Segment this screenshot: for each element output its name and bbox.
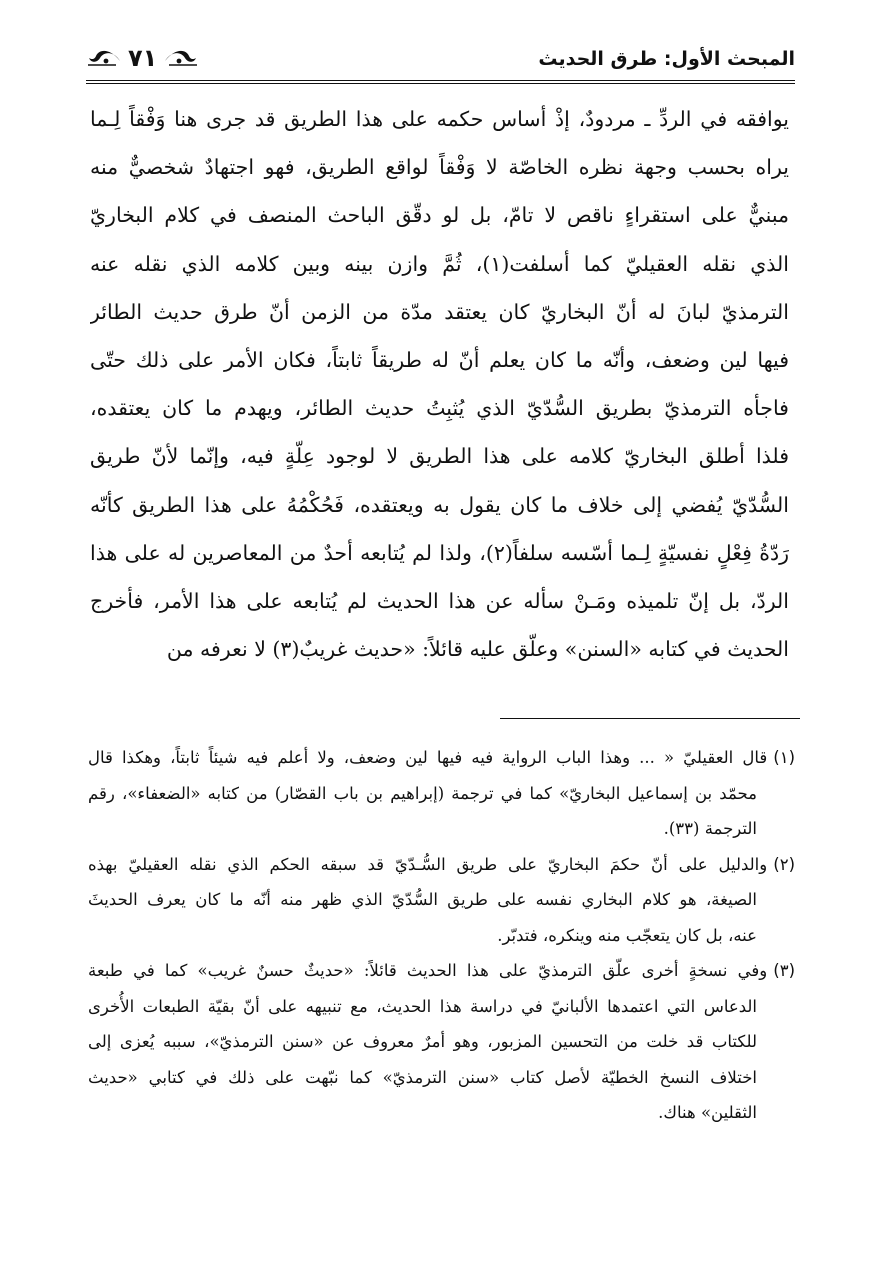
running-header: [86, 38, 795, 84]
footnote-divider: [500, 718, 800, 719]
footnotes: [88, 740, 795, 1131]
footnote-line: والدليل على أنّ حكمَ البخاريّ على طريق السُّـدّيّ قد سبقه الحكم الذي نقله العقيليّ بهذه: [88, 854, 768, 874]
footnote-number: (٣): [773, 961, 795, 980]
body-line: الترمذيّ لبانَ له أنّ البخاريّ كان يعتقد مدّة من الزمن أنّ طرق حديث الطائر: [90, 299, 789, 324]
footnote-line: الدعاس التي اعتمدها الألبانيّ في دراسة هذا الحديث، مع تنبيهه على أنّ بقيّة الطبعات الأُخرى: [88, 996, 757, 1016]
footnote-2: [88, 847, 795, 954]
body-line: رَدّةُ فِعْلٍ نفسيّةٍ لِـما أسّسه سلفاً(٢)، ولذا لم يُتابعه أحدٌ من المعاصرين له على هذا: [90, 540, 789, 565]
body-line: يراه بحسب وجهة نظره الخاصّة لا وَفْقاً لواقع الطريق، فهو اجتهادٌ شخصيٌّ منه: [90, 155, 789, 180]
footnote-line: قال العقيليّ « ... وهذا الباب الرواية فيه فيها لين وضعف، ولا أعلم فيه شيئاً ثابتاً، وهكذا قال: [88, 748, 768, 767]
page-number-block: [86, 40, 199, 76]
ornament-left-icon: [86, 47, 122, 69]
chapter-title: المبحث الأول: طرق الحديث: [538, 48, 795, 70]
body-line: مبنيٌّ على استقراءٍ ناقص لا تامّ، بل لو دقّق الباحث المنصف في كلام البخاريّ: [90, 203, 789, 228]
footnote-number: (١): [773, 748, 795, 767]
ornament-right-icon: [163, 47, 199, 69]
footnote-number: (٢): [773, 854, 795, 874]
body-line: السُّدّيّ يُفضي إلى خلاف ما كان يقول به ويعتقده، فَحُكْمُهُ على هذا الطريق كأنّه: [90, 492, 789, 517]
header-divider: [86, 80, 795, 84]
main-body-text: [90, 95, 789, 673]
body-line: الحديث في كتابه «السنن» وعلّق عليه قائلاً: «حديث غريبٌ(٣) لا نعرفه من: [166, 637, 789, 662]
body-line: فيها لين وضعف، وأنّه ما كان يعلم أنّ له طريقاً ثابتاً، فكان الأمر على ذلك حتّى: [90, 348, 789, 373]
footnote-line: الثقلين» هناك.: [658, 1103, 757, 1122]
footnote-3: [88, 953, 795, 1131]
footnote-line: للكتاب قد خلت من التحسين المزبور، وهو أمرٌ معروف عن «سنن الترمذيّ»، سببه يُعزى إلى: [88, 1032, 757, 1051]
body-line: الذي نقله العقيليّ كما أسلفت(١)، ثُمَّ وازن بينه وبين كلامه الذي نقله عنه: [90, 251, 789, 276]
body-line: يوافقه في الردِّ ـ مردودٌ، إذْ أساس حكمه على هذا الطريق قد جرى هنا وَفْقاً لِـما: [90, 107, 789, 131]
footnote-line: وفي نسخةٍ أخرى علّق الترمذيّ على هذا الحديث قائلاً: «حديثٌ حسنٌ غريب» كما في طبعة: [88, 961, 768, 980]
footnote-line: الترجمة (٣٣).: [663, 819, 757, 838]
footnote-line: الصيغة، هو كلام البخاري نفسه على طريق السُّدّيّ الذي ظهر منه أنّه ما كان يعرف الحديثَ: [88, 890, 757, 909]
footnote-1: [88, 740, 795, 847]
footnote-line: عنه، بل كان يتعجّب منه وينكره، فتدبّر.: [497, 925, 757, 945]
body-line: فاجأه الترمذيّ بطريق السُّدّيّ الذي يُثبِتُ حديث الطائر، ويهدم ما كان يعتقده،: [90, 396, 789, 421]
page-number: ٧١: [128, 44, 158, 72]
footnote-line: اختلاف النسخ الخطيّة لأصل كتاب «سنن الترمذيّ» كما نبّهت على ذلك في كتابي «حديث: [88, 1067, 757, 1087]
body-line: فلذا أطلق البخاريّ كلامه على هذا الطريق لا لوجود عِلّةٍ فيه، وإنّما لأنّ طريق: [90, 444, 789, 469]
footnote-line: محمّد بن إسماعيل البخاريّ» كما في ترجمة (إبراهيم بن باب القصّار) من كتابه «الضعفاء»، رقم: [88, 783, 757, 803]
body-line: الردّ، بل إنّ تلميذه ومَـنْ سأله عن هذا الحديث لم يُتابعه على هذا الأمر، فأخرج: [90, 589, 789, 614]
